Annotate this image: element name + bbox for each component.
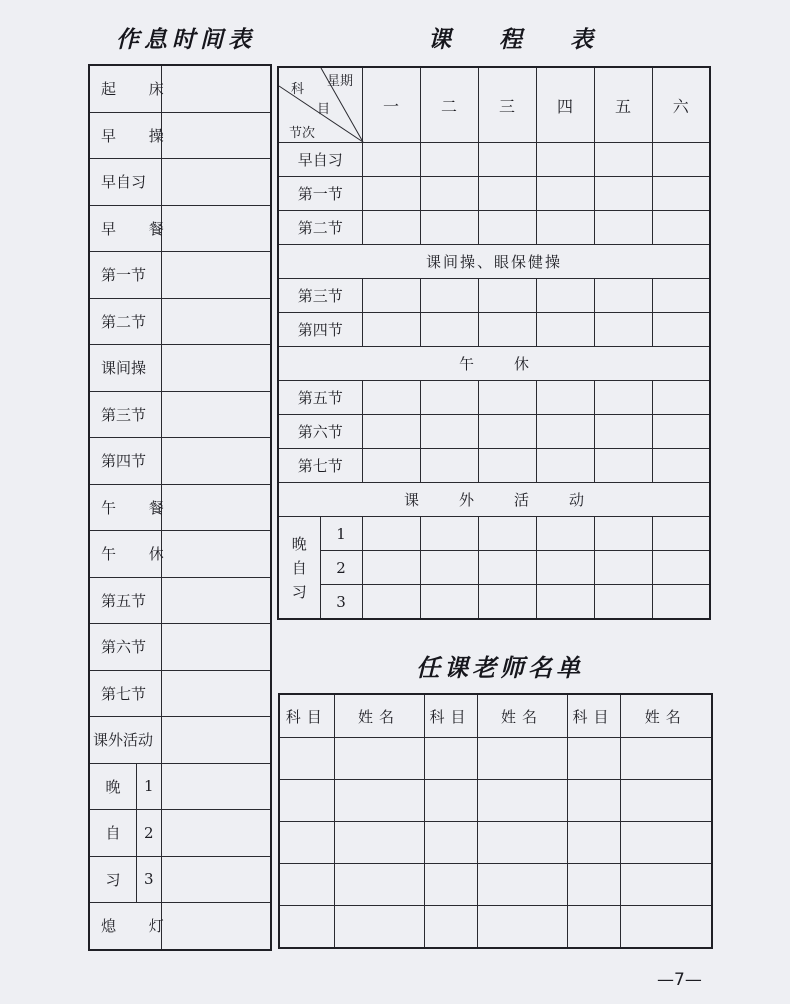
routine-title: 作息时间表 bbox=[116, 26, 256, 53]
teachers-cell bbox=[620, 822, 712, 864]
routine-row bbox=[89, 903, 271, 950]
day-header: 四 bbox=[536, 67, 594, 143]
teachers-header: 姓名 bbox=[334, 694, 424, 738]
teachers-header: 科目 bbox=[424, 694, 477, 738]
teachers-row bbox=[279, 906, 712, 949]
corner-subject-a: 科 bbox=[291, 82, 305, 97]
period-label: 第六节 bbox=[278, 415, 362, 449]
day-header: 五 bbox=[594, 67, 652, 143]
period-label: 第一节 bbox=[278, 177, 362, 211]
teachers-row bbox=[279, 780, 712, 822]
teachers-cell bbox=[424, 780, 477, 822]
evening-char: 自 bbox=[105, 824, 121, 843]
routine-label: 第三节 bbox=[89, 391, 161, 438]
routine-label: 起 床 bbox=[89, 65, 161, 112]
routine-row bbox=[89, 298, 271, 345]
corner-period: 节次 bbox=[289, 126, 316, 141]
routine-time-cell bbox=[161, 763, 271, 810]
teachers-cell bbox=[334, 864, 424, 906]
routine-row bbox=[89, 391, 271, 438]
teachers-header: 姓名 bbox=[477, 694, 567, 738]
teachers-cell bbox=[567, 864, 620, 906]
routine-label: 早 餐 bbox=[89, 205, 161, 252]
routine-table bbox=[88, 64, 272, 951]
routine-time-cell bbox=[161, 252, 271, 299]
teachers-cell bbox=[567, 780, 620, 822]
teachers-cell bbox=[334, 780, 424, 822]
schedule-title: 课 程 表 bbox=[428, 26, 614, 53]
teachers-cell bbox=[477, 864, 567, 906]
teachers-cell bbox=[334, 906, 424, 949]
routine-time-cell bbox=[161, 391, 271, 438]
schedule-row bbox=[278, 449, 710, 483]
evening-period-number: 1 bbox=[320, 517, 362, 551]
routine-label: 第一节 bbox=[89, 252, 161, 299]
routine-label: 第四节 bbox=[89, 438, 161, 485]
schedule-row bbox=[278, 177, 710, 211]
evening-cell bbox=[89, 763, 161, 810]
teachers-row bbox=[279, 864, 712, 906]
schedule-row bbox=[278, 279, 710, 313]
teachers-row bbox=[279, 822, 712, 864]
teachers-cell bbox=[279, 780, 334, 822]
period-label: 第四节 bbox=[278, 313, 362, 347]
activity-row: 课外活动 bbox=[278, 483, 710, 517]
teachers-cell bbox=[477, 822, 567, 864]
schedule-row bbox=[278, 517, 710, 551]
routine-row bbox=[89, 159, 271, 206]
routine-label: 第五节 bbox=[89, 577, 161, 624]
teachers-cell bbox=[334, 738, 424, 780]
teachers-cell bbox=[477, 738, 567, 780]
teachers-cell bbox=[424, 864, 477, 906]
routine-row bbox=[89, 205, 271, 252]
routine-row bbox=[89, 577, 271, 624]
teachers-cell bbox=[567, 738, 620, 780]
routine-label: 课间操 bbox=[89, 345, 161, 392]
teachers-table bbox=[278, 693, 713, 949]
day-header: 三 bbox=[478, 67, 536, 143]
routine-time-cell bbox=[161, 577, 271, 624]
routine-label: 第七节 bbox=[89, 670, 161, 717]
teachers-cell bbox=[567, 822, 620, 864]
page-number: —7— bbox=[657, 970, 702, 990]
routine-label: 午 餐 bbox=[89, 484, 161, 531]
teachers-title: 任课老师名单 bbox=[416, 653, 584, 682]
teachers-cell bbox=[620, 738, 712, 780]
evening-period-number: 3 bbox=[136, 857, 161, 903]
routine-label: 早 操 bbox=[89, 112, 161, 159]
teachers-row bbox=[279, 738, 712, 780]
teachers-header: 科目 bbox=[567, 694, 620, 738]
routine-time-cell bbox=[161, 159, 271, 206]
corner-weekday: 星期 bbox=[327, 74, 354, 89]
schedule-table bbox=[277, 66, 711, 620]
routine-row bbox=[89, 670, 271, 717]
day-header: 一 bbox=[362, 67, 420, 143]
evening-cell bbox=[89, 856, 161, 903]
routine-time-cell bbox=[161, 717, 271, 764]
routine-time-cell bbox=[161, 624, 271, 671]
routine-row bbox=[89, 112, 271, 159]
schedule-row bbox=[278, 551, 710, 585]
routine-row bbox=[89, 252, 271, 299]
evening-label: 晚自习 bbox=[278, 517, 320, 620]
teachers-cell bbox=[334, 822, 424, 864]
routine-time-cell bbox=[161, 298, 271, 345]
schedule-row bbox=[278, 381, 710, 415]
period-label: 第七节 bbox=[278, 449, 362, 483]
schedule-row bbox=[278, 211, 710, 245]
evening-period-number: 3 bbox=[320, 585, 362, 620]
corner-subject-b: 目 bbox=[317, 102, 331, 117]
routine-row bbox=[89, 763, 271, 810]
teachers-cell bbox=[620, 780, 712, 822]
teachers-cell bbox=[567, 906, 620, 949]
routine-label: 午 休 bbox=[89, 531, 161, 578]
period-label: 早自习 bbox=[278, 143, 362, 177]
routine-time-cell bbox=[161, 670, 271, 717]
routine-time-cell bbox=[161, 856, 271, 903]
teachers-cell bbox=[424, 822, 477, 864]
teachers-cell bbox=[279, 864, 334, 906]
teachers-cell bbox=[477, 906, 567, 949]
evening-period-number: 2 bbox=[136, 810, 161, 856]
routine-label: 早自习 bbox=[89, 159, 161, 206]
evening-char: 习 bbox=[105, 870, 121, 889]
schedule-row bbox=[278, 313, 710, 347]
teachers-cell bbox=[279, 822, 334, 864]
routine-label: 课外活动 bbox=[89, 717, 161, 764]
teachers-cell bbox=[279, 738, 334, 780]
routine-row bbox=[89, 856, 271, 903]
noon-rest-row: 午休 bbox=[278, 347, 710, 381]
teachers-header: 姓名 bbox=[620, 694, 712, 738]
routine-row bbox=[89, 345, 271, 392]
routine-time-cell bbox=[161, 810, 271, 857]
teachers-header: 科目 bbox=[279, 694, 334, 738]
day-header: 六 bbox=[652, 67, 710, 143]
routine-row bbox=[89, 624, 271, 671]
evening-char: 晚 bbox=[105, 777, 121, 796]
teachers-cell bbox=[620, 906, 712, 949]
routine-row bbox=[89, 810, 271, 857]
routine-row bbox=[89, 484, 271, 531]
teachers-cell bbox=[424, 906, 477, 949]
routine-time-cell bbox=[161, 345, 271, 392]
routine-row bbox=[89, 717, 271, 764]
break-exercise-row: 课间操、眼保健操 bbox=[278, 245, 710, 279]
teachers-cell bbox=[424, 738, 477, 780]
teachers-cell bbox=[620, 864, 712, 906]
lights-out-label: 熄 灯 bbox=[89, 903, 161, 950]
routine-row bbox=[89, 65, 271, 112]
day-header: 二 bbox=[420, 67, 478, 143]
evening-period-number: 1 bbox=[136, 764, 161, 810]
period-label: 第五节 bbox=[278, 381, 362, 415]
schedule-row bbox=[278, 415, 710, 449]
schedule-row bbox=[278, 585, 710, 620]
routine-row bbox=[89, 438, 271, 485]
routine-label: 第二节 bbox=[89, 298, 161, 345]
teachers-cell bbox=[279, 906, 334, 949]
routine-row bbox=[89, 531, 271, 578]
teachers-cell bbox=[477, 780, 567, 822]
schedule-corner-cell bbox=[278, 67, 362, 143]
routine-label: 第六节 bbox=[89, 624, 161, 671]
evening-cell bbox=[89, 810, 161, 857]
period-label: 第三节 bbox=[278, 279, 362, 313]
schedule-row bbox=[278, 143, 710, 177]
evening-period-number: 2 bbox=[320, 551, 362, 585]
routine-time-cell bbox=[161, 438, 271, 485]
period-label: 第二节 bbox=[278, 211, 362, 245]
